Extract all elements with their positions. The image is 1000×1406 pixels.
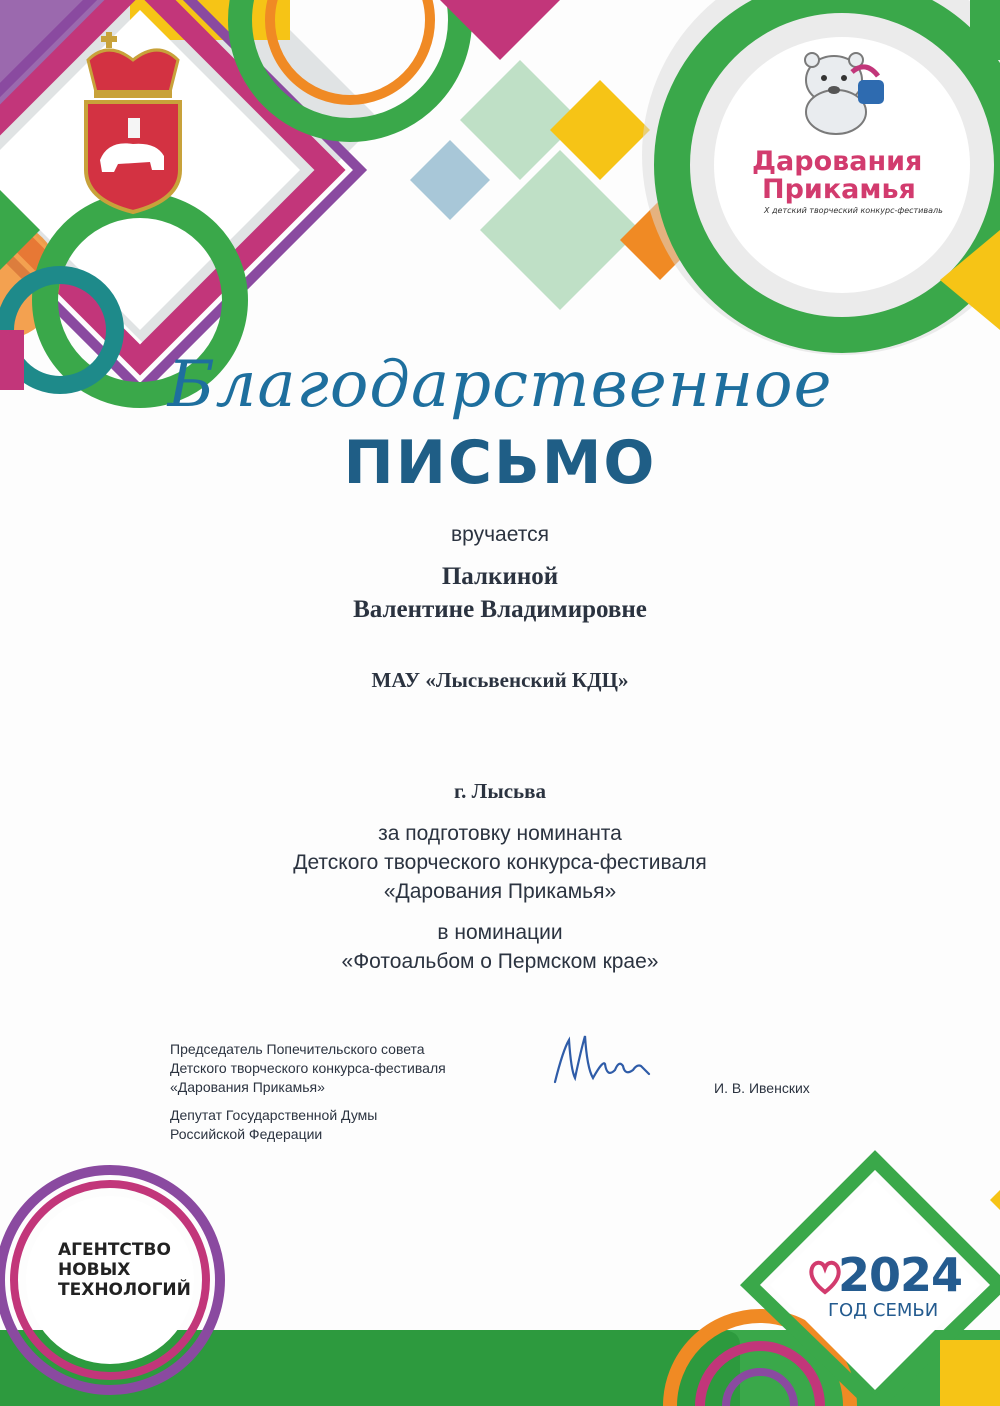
- bear-mascot-icon: [786, 50, 896, 135]
- certificate-title-script: Благодарственное: [167, 348, 833, 422]
- agency-logo-line3: ТЕХНОЛОГИЙ: [58, 1280, 191, 1300]
- position-line-5: Российской Федерации: [170, 1126, 323, 1142]
- position-line-1: Председатель Попечительского совета: [170, 1041, 425, 1057]
- position-line-3: «Дарования Прикамья»: [170, 1079, 325, 1095]
- organization-name: МАУ «Лысьвенский КДЦ»: [371, 668, 629, 692]
- year-caption: ГОД СЕМЬИ: [828, 1300, 939, 1321]
- reason-line-3: «Дарования Прикамья»: [383, 880, 617, 903]
- perm-coat-of-arms-icon: [78, 30, 188, 215]
- festival-logo-title-line2: Прикамья: [762, 174, 916, 205]
- nomination-label: в номинации: [437, 921, 563, 944]
- recipient-surname: Палкиной: [441, 563, 559, 590]
- reason-line-2: Детского творческого конкурса-фестиваля: [293, 851, 707, 874]
- agency-logo: [58, 1240, 191, 1300]
- agency-logo-line2: НОВЫХ: [58, 1260, 131, 1280]
- presented-label: вручается: [451, 523, 549, 546]
- recipient-name: Валентине Владимировне: [353, 596, 647, 623]
- signatory-position: [170, 1040, 446, 1144]
- festival-logo-title-line1: Дарования: [752, 146, 923, 177]
- certificate-title-bold: ПИСЬМО: [343, 428, 657, 498]
- nomination-name: «Фотоальбом о Пермском крае»: [341, 950, 659, 973]
- handwritten-signature: [545, 1020, 665, 1090]
- festival-logo-subtitle: X детский творческий конкурс-фестиваль: [764, 206, 943, 215]
- year-number: 2024: [838, 1248, 963, 1302]
- reason-line-1: за подготовку номинанта: [378, 822, 622, 845]
- heart-icon: [808, 1256, 842, 1296]
- city-name: г. Лысьва: [454, 779, 546, 803]
- position-line-4: Депутат Государственной Думы: [170, 1107, 378, 1123]
- position-line-2: Детского творческого конкурса-фестиваля: [170, 1060, 446, 1076]
- signer-name: И. В. Ивенских: [714, 1080, 810, 1096]
- agency-logo-line1: АГЕНТСТВО: [58, 1240, 171, 1260]
